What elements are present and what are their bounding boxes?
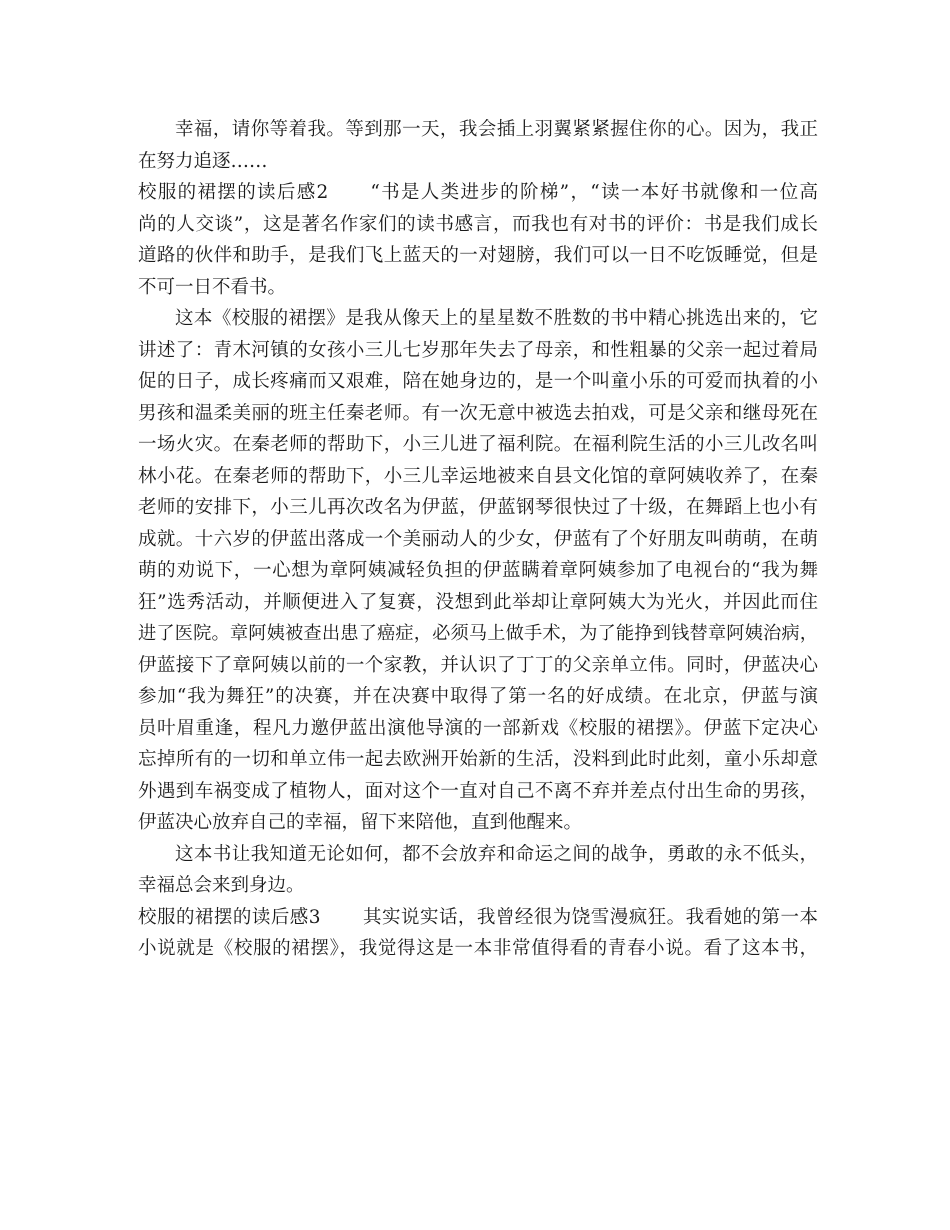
paragraph-3-line-16: 外遇到车祸变成了植物人，面对这个一直对自己不离不弃并差点付出生命的男孩， [138,780,818,802]
essay-heading-3: 校服的裙摆的读后感3 [138,906,321,928]
paragraph-3-line-6: 林小花。在秦老师的帮助下，小三儿幸运地被来自县文化馆的章阿姨收养了，在秦 [138,465,818,487]
paragraph-3-line-5: 一场火灾。在秦老师的帮助下，小三儿进了福利院。在福利院生活的小三儿改名叫 [138,434,818,455]
document-body [138,114,818,965]
paragraph-3-line-3: 促的日子，成长疼痛而又艰难，陪在她身边的，是一个叫童小乐的可爱而执着的小 [138,371,818,392]
paragraph-3-line-15: 忘掉所有的一切和单立伟一起去欧洲开始新的生活，没料到此时此刻，童小乐却意 [138,749,818,770]
paragraph-5-line-1-text: 其实说实话，我曾经很为饶雪漫疯狂。我看她的第一本 [362,906,818,928]
paragraph-2-line-1-text: “书是人类进步的阶梯”，“读一本好书就像和一位高 [370,182,818,203]
essay-heading-2: 校服的裙摆的读后感2 [138,182,329,203]
paragraph-3-line-9: 萌的劝说下，一心想为章阿姨减轻负担的伊蓝瞒着章阿姨参加了电视台的“我为舞 [138,560,818,581]
paragraph-3-line-2: 讲述了：青木河镇的女孩小三儿七岁那年失去了母亲，和性粗暴的父亲一起过着局 [138,339,818,361]
paragraph-1-line-2: 在努力追逐…… [138,150,268,172]
paragraph-1-line-1: 幸福，请你等着我。等到那一天，我会插上羽翼紧紧握住你的心。因为，我正 [175,119,818,140]
paragraph-3-line-8: 成就。十六岁的伊蓝出落成一个美丽动人的少女，伊蓝有了个好朋友叫萌萌，在萌 [138,528,818,550]
paragraph-3-line-1: 这本《校服的裙摆》是我从像天上的星星数不胜数的书中精心挑选出来的，它 [175,308,818,329]
paragraph-3-line-10: 狂”选秀活动，并顺便进入了复赛，没想到此举却让章阿姨大为光火，并因此而住 [138,591,818,613]
paragraph-3-line-13: 参加“我为舞狂”的决赛，并在决赛中取得了第一名的好成绩。在北京，伊蓝与演 [138,686,818,707]
paragraph-3-line-4: 男孩和温柔美丽的班主任秦老师。有一次无意中被选去拍戏，可是父亲和继母死在 [138,402,818,424]
paragraph-2-line-4: 不可一日不看书。 [138,276,287,298]
paragraph-5-line-2: 小说就是《校服的裙摆》，我觉得这是一本非常值得看的青春小说。看了这本书， [138,938,818,959]
paragraph-5-line-1 [138,902,818,934]
paragraph-2-line-1 [138,177,818,209]
paragraph-3-line-17: 伊蓝决心放弃自己的幸福，留下来陪他，直到他醒来。 [138,812,583,833]
paragraph-2-line-2: 尚的人交谈”，这是著名作家们的读书感言，而我也有对书的评价：书是我们成长 [138,213,818,235]
paragraph-3-line-7: 老师的安排下，小三儿再次改名为伊蓝，伊蓝钢琴很快过了十级，在舞蹈上也小有 [138,497,818,518]
paragraph-3-line-11: 进了医院。章阿姨被查出患了癌症，必须马上做手术，为了能挣到钱替章阿姨治病， [138,623,818,644]
paragraph-3-line-12: 伊蓝接下了章阿姨以前的一个家教，并认识了丁丁的父亲单立伟。同时，伊蓝决心 [138,654,818,676]
paragraph-4-line-1: 这本书让我知道无论如何，都不会放弃和命运之间的战争，勇敢的永不低头， [175,843,818,865]
paragraph-3-line-14: 员叶眉重逢，程凡力邀伊蓝出演他导演的一部新戏《校服的裙摆》。伊蓝下定决心 [138,717,818,739]
paragraph-2-line-3: 道路的伙伴和助手，是我们飞上蓝天的一对翅膀，我们可以一日不吃饭睡觉，但是 [138,245,818,266]
paragraph-4-line-2: 幸福总会来到身边。 [138,875,305,896]
